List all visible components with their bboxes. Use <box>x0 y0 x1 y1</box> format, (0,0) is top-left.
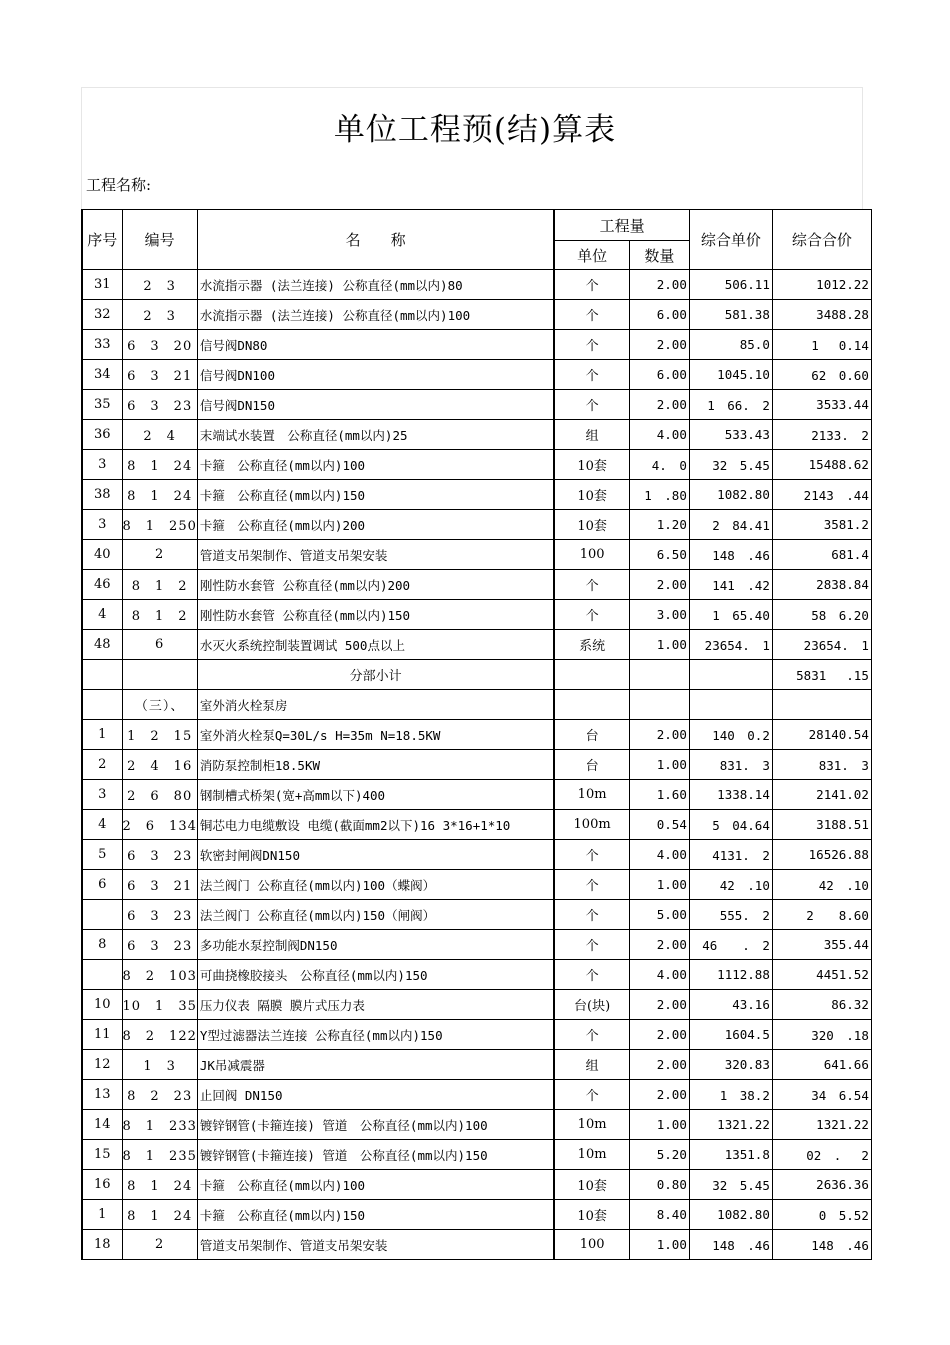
row-unit-price: 1082.80 <box>689 480 772 510</box>
row-total-price: 2141.02 <box>772 780 871 810</box>
row-code: 8 1 24 <box>122 1170 197 1200</box>
header-seq: 序号 <box>82 210 122 270</box>
page-title: 单位工程预(结)算表 <box>333 112 617 148</box>
row-unit: 个 <box>554 300 629 330</box>
row-unit: 个 <box>554 960 629 990</box>
row-unit-price: 1112.88 <box>689 960 772 990</box>
table-row <box>82 270 871 300</box>
row-seq: 34 <box>82 360 122 390</box>
header-quantity-group: 工程量 <box>554 210 689 241</box>
row-unit: 10m <box>554 1110 629 1140</box>
row-total-price: 831. 3 <box>772 750 871 780</box>
row-total-price: 34 6.54 <box>772 1080 871 1110</box>
row-qty: 1.00 <box>629 1110 689 1140</box>
row-total-price: 0 5.52 <box>772 1200 871 1230</box>
row-code: 2 6 80 <box>122 780 197 810</box>
row-seq: 5 <box>82 840 122 870</box>
table-row <box>82 390 871 420</box>
row-name: 室外消火栓泵Q=30L/s H=35m N=18.5KW <box>197 720 554 750</box>
row-name: 水灭火系统控制装置调试 500点以上 <box>197 630 554 660</box>
row-seq: 13 <box>82 1080 122 1110</box>
row-unit-price: 2 84.41 <box>689 510 772 540</box>
row-unit-price: 1351.8 <box>689 1140 772 1170</box>
row-unit-price: 1604.5 <box>689 1020 772 1050</box>
row-unit: 台 <box>554 720 629 750</box>
subtotal-row <box>82 660 871 690</box>
row-unit: 组 <box>554 420 629 450</box>
row-total-price: 641.66 <box>772 1050 871 1080</box>
row-total-price: 2143 .44 <box>772 480 871 510</box>
row-code: 8 2 122 <box>122 1020 197 1050</box>
budget-table <box>81 209 872 1260</box>
row-unit-price: 23654. 1 <box>689 630 772 660</box>
row-unit: 个 <box>554 1080 629 1110</box>
table-row <box>82 930 871 960</box>
row-name: 管道支吊架制作、管道支吊架安装 <box>197 1230 554 1260</box>
table-row <box>82 840 871 870</box>
row-code: 6 <box>122 630 197 660</box>
row-name: 镀锌钢管(卡箍连接) 管道 公称直径(mm以内)150 <box>197 1140 554 1170</box>
row-qty: 1.20 <box>629 510 689 540</box>
section-code: （三）、 <box>122 690 197 720</box>
project-name-label: 工程名称: <box>86 176 152 194</box>
row-name: JK吊减震器 <box>197 1050 554 1080</box>
table-row <box>82 450 871 480</box>
row-total-price: 15488.62 <box>772 450 871 480</box>
row-total-price: 3533.44 <box>772 390 871 420</box>
row-total-price: 58 6.20 <box>772 600 871 630</box>
row-seq: 32 <box>82 300 122 330</box>
row-qty: 2.00 <box>629 570 689 600</box>
subtotal-label: 分部小计 <box>197 660 554 690</box>
row-unit-price: 1321.22 <box>689 1110 772 1140</box>
row-unit: 台 <box>554 750 629 780</box>
row-total-price: 2838.84 <box>772 570 871 600</box>
row-total-price: 2133. 2 <box>772 420 871 450</box>
row-seq: 36 <box>82 420 122 450</box>
row-unit: 个 <box>554 330 629 360</box>
row-qty: 8.40 <box>629 1200 689 1230</box>
row-total-price: 681.4 <box>772 540 871 570</box>
table-row <box>82 330 871 360</box>
table-row <box>82 540 871 570</box>
row-qty: 1.60 <box>629 780 689 810</box>
row-qty: 5.20 <box>629 1140 689 1170</box>
row-seq: 38 <box>82 480 122 510</box>
header-unit-price: 综合单价 <box>689 210 772 270</box>
row-unit: 100m <box>554 810 629 840</box>
row-name: 信号阀DN150 <box>197 390 554 420</box>
table-row <box>82 780 871 810</box>
row-unit: 10套 <box>554 1200 629 1230</box>
table-row <box>82 1110 871 1140</box>
row-unit: 个 <box>554 900 629 930</box>
row-total-price: 28140.54 <box>772 720 871 750</box>
row-total-price: 02 . 2 <box>772 1140 871 1170</box>
row-code: 8 1 233 <box>122 1110 197 1140</box>
row-seq: 48 <box>82 630 122 660</box>
row-qty: 2.00 <box>629 990 689 1020</box>
row-qty: 4.00 <box>629 420 689 450</box>
row-qty: 1.00 <box>629 750 689 780</box>
row-unit: 个 <box>554 390 629 420</box>
header-name: 名 称 <box>197 210 554 270</box>
row-qty: 1.00 <box>629 1230 689 1260</box>
row-qty: 1.00 <box>629 870 689 900</box>
table-row <box>82 420 871 450</box>
row-seq: 15 <box>82 1140 122 1170</box>
header-code: 编号 <box>122 210 197 270</box>
row-total-price: 16526.88 <box>772 840 871 870</box>
row-unit: 个 <box>554 870 629 900</box>
row-seq: 14 <box>82 1110 122 1140</box>
row-total-price: 62 0.60 <box>772 360 871 390</box>
row-unit-price: 5 04.64 <box>689 810 772 840</box>
row-name: 水流指示器 (法兰连接) 公称直径(mm以内)80 <box>197 270 554 300</box>
subtotal-section <box>82 660 871 720</box>
row-code: 8 1 235 <box>122 1140 197 1170</box>
row-seq: 3 <box>82 450 122 480</box>
row-name: 法兰阀门 公称直径(mm以内)100（蝶阀） <box>197 870 554 900</box>
row-seq: 31 <box>82 270 122 300</box>
row-seq: 11 <box>82 1020 122 1050</box>
row-code: 1 2 15 <box>122 720 197 750</box>
row-code: 8 1 24 <box>122 1200 197 1230</box>
table-row <box>82 360 871 390</box>
table-row <box>82 510 871 540</box>
row-qty: 1 .80 <box>629 480 689 510</box>
row-seq: 3 <box>82 780 122 810</box>
row-name: 法兰阀门 公称直径(mm以内)150（闸阀） <box>197 900 554 930</box>
row-code: 8 1 250 <box>122 510 197 540</box>
row-unit: 个 <box>554 1020 629 1050</box>
row-unit: 10套 <box>554 510 629 540</box>
row-unit: 个 <box>554 930 629 960</box>
row-code: 2 4 <box>122 420 197 450</box>
row-unit-price: 141 .42 <box>689 570 772 600</box>
row-unit-price: 533.43 <box>689 420 772 450</box>
row-qty: 2.00 <box>629 1080 689 1110</box>
row-unit: 系统 <box>554 630 629 660</box>
row-unit-price: 1 66. 2 <box>689 390 772 420</box>
row-code: 8 1 24 <box>122 450 197 480</box>
row-qty: 2.00 <box>629 720 689 750</box>
row-unit-price: 148 .46 <box>689 540 772 570</box>
row-code: 1 3 <box>122 1050 197 1080</box>
row-unit-price: 1082.80 <box>689 1200 772 1230</box>
row-name: 卡箍 公称直径(mm以内)100 <box>197 450 554 480</box>
row-seq: 18 <box>82 1230 122 1260</box>
row-unit: 10m <box>554 780 629 810</box>
row-total-price: 2636.36 <box>772 1170 871 1200</box>
row-unit-price: 506.11 <box>689 270 772 300</box>
header-qty: 数量 <box>629 241 689 270</box>
row-qty: 5.00 <box>629 900 689 930</box>
row-total-price: 1012.22 <box>772 270 871 300</box>
table-body-part1 <box>82 270 871 660</box>
row-unit-price: 140 0.2 <box>689 720 772 750</box>
row-seq: 35 <box>82 390 122 420</box>
table-row <box>82 750 871 780</box>
row-total-price: 23654. 1 <box>772 630 871 660</box>
row-total-price: 3581.2 <box>772 510 871 540</box>
row-code: 8 2 103 <box>122 960 197 990</box>
row-qty: 2.00 <box>629 330 689 360</box>
table-body-part2 <box>82 720 871 1260</box>
row-qty: 2.00 <box>629 390 689 420</box>
row-name: 刚性防水套管 公称直径(mm以内)200 <box>197 570 554 600</box>
row-qty: 2.00 <box>629 1050 689 1080</box>
row-code: 6 3 23 <box>122 840 197 870</box>
table-row <box>82 960 871 990</box>
row-seq: 40 <box>82 540 122 570</box>
row-name: Y型过滤器法兰连接 公称直径(mm以内)150 <box>197 1020 554 1050</box>
row-unit: 个 <box>554 270 629 300</box>
row-unit: 个 <box>554 840 629 870</box>
row-unit-price: 85.0 <box>689 330 772 360</box>
row-seq: 3 <box>82 510 122 540</box>
row-seq: 1 <box>82 1200 122 1230</box>
table-row <box>82 870 871 900</box>
row-code: 8 1 2 <box>122 570 197 600</box>
row-qty: 6.00 <box>629 360 689 390</box>
row-code: 8 1 2 <box>122 600 197 630</box>
section-heading-row <box>82 690 871 720</box>
row-total-price: 355.44 <box>772 930 871 960</box>
row-total-price: 42 .10 <box>772 870 871 900</box>
row-qty: 1.00 <box>629 630 689 660</box>
row-seq: 4 <box>82 810 122 840</box>
row-seq: 8 <box>82 930 122 960</box>
row-unit: 个 <box>554 600 629 630</box>
row-name: 刚性防水套管 公称直径(mm以内)150 <box>197 600 554 630</box>
row-qty: 4. 0 <box>629 450 689 480</box>
header-total-price: 综合合价 <box>772 210 871 270</box>
row-seq: 46 <box>82 570 122 600</box>
row-seq <box>82 960 122 990</box>
table-row <box>82 480 871 510</box>
row-unit: 个 <box>554 360 629 390</box>
row-seq: 33 <box>82 330 122 360</box>
row-seq: 12 <box>82 1050 122 1080</box>
row-unit-price: 148 .46 <box>689 1230 772 1260</box>
row-unit-price: 581.38 <box>689 300 772 330</box>
table-row <box>82 1170 871 1200</box>
table-row <box>82 1050 871 1080</box>
row-code: 2 <box>122 540 197 570</box>
header-unit: 单位 <box>554 241 629 270</box>
table-row <box>82 900 871 930</box>
row-code: 6 3 21 <box>122 360 197 390</box>
row-unit: 个 <box>554 570 629 600</box>
row-total-price: 86.32 <box>772 990 871 1020</box>
table-row <box>82 600 871 630</box>
row-total-price: 3488.28 <box>772 300 871 330</box>
row-code: 2 4 16 <box>122 750 197 780</box>
row-name: 软密封闸阀DN150 <box>197 840 554 870</box>
row-seq: 4 <box>82 600 122 630</box>
row-code: 2 3 <box>122 270 197 300</box>
row-code: 6 3 20 <box>122 330 197 360</box>
row-unit-price: 32 5.45 <box>689 450 772 480</box>
row-seq: 16 <box>82 1170 122 1200</box>
row-unit-price: 43.16 <box>689 990 772 1020</box>
row-unit-price: 46 . 2 <box>689 930 772 960</box>
row-name: 卡箍 公称直径(mm以内)150 <box>197 480 554 510</box>
row-seq: 2 <box>82 750 122 780</box>
row-qty: 4.00 <box>629 840 689 870</box>
row-qty: 6.00 <box>629 300 689 330</box>
row-seq: 6 <box>82 870 122 900</box>
row-name: 多功能水泵控制阀DN150 <box>197 930 554 960</box>
row-unit-price: 320.83 <box>689 1050 772 1080</box>
row-qty: 6.50 <box>629 540 689 570</box>
table-row <box>82 810 871 840</box>
row-unit-price: 32 5.45 <box>689 1170 772 1200</box>
row-unit: 10套 <box>554 480 629 510</box>
row-total-price: 1321.22 <box>772 1110 871 1140</box>
row-name: 止回阀 DN150 <box>197 1080 554 1110</box>
row-unit: 台(块) <box>554 990 629 1020</box>
row-name: 水流指示器 (法兰连接) 公称直径(mm以内)100 <box>197 300 554 330</box>
row-total-price: 320 .18 <box>772 1020 871 1050</box>
table-row <box>82 1020 871 1050</box>
row-code: 2 6 134 <box>122 810 197 840</box>
row-seq <box>82 900 122 930</box>
row-code: 2 <box>122 1230 197 1260</box>
row-total-price: 1 0.14 <box>772 330 871 360</box>
row-total-price: 148 .46 <box>772 1230 871 1260</box>
row-unit-price: 1 65.40 <box>689 600 772 630</box>
row-name: 钢制槽式桥架(宽+高mm以下)400 <box>197 780 554 810</box>
row-name: 可曲挠橡胶接头 公称直径(mm以内)150 <box>197 960 554 990</box>
row-name: 铜芯电力电缆敷设 电缆(截面mm2以下)16 3*16+1*10 <box>197 810 554 840</box>
row-code: 8 2 23 <box>122 1080 197 1110</box>
row-name: 信号阀DN80 <box>197 330 554 360</box>
row-qty: 2.00 <box>629 1020 689 1050</box>
table-row <box>82 720 871 750</box>
row-unit: 10套 <box>554 1170 629 1200</box>
row-seq: 10 <box>82 990 122 1020</box>
row-code: 8 1 24 <box>122 480 197 510</box>
row-qty: 4.00 <box>629 960 689 990</box>
subtotal-total: 5831 .15 <box>772 660 871 690</box>
row-unit: 100 <box>554 540 629 570</box>
table-row <box>82 1080 871 1110</box>
table-row <box>82 1140 871 1170</box>
row-name: 末端试水装置 公称直径(mm以内)25 <box>197 420 554 450</box>
row-name: 卡箍 公称直径(mm以内)100 <box>197 1170 554 1200</box>
section-name: 室外消火栓泵房 <box>197 690 554 720</box>
row-name: 卡箍 公称直径(mm以内)150 <box>197 1200 554 1230</box>
row-unit-price: 42 .10 <box>689 870 772 900</box>
row-unit-price: 831. 3 <box>689 750 772 780</box>
table-row <box>82 570 871 600</box>
row-unit-price: 4131. 2 <box>689 840 772 870</box>
row-qty: 2.00 <box>629 270 689 300</box>
row-code: 10 1 35 <box>122 990 197 1020</box>
row-qty: 3.00 <box>629 600 689 630</box>
row-code: 2 3 <box>122 300 197 330</box>
row-name: 卡箍 公称直径(mm以内)200 <box>197 510 554 540</box>
row-qty: 0.80 <box>629 1170 689 1200</box>
table-row <box>82 1230 871 1260</box>
row-qty: 0.54 <box>629 810 689 840</box>
row-name: 消防泵控制柜18.5KW <box>197 750 554 780</box>
row-code: 6 3 23 <box>122 390 197 420</box>
row-total-price: 4451.52 <box>772 960 871 990</box>
row-qty: 2.00 <box>629 930 689 960</box>
row-code: 6 3 21 <box>122 870 197 900</box>
row-unit-price: 555. 2 <box>689 900 772 930</box>
row-seq: 1 <box>82 720 122 750</box>
row-unit: 100 <box>554 1230 629 1260</box>
row-unit: 组 <box>554 1050 629 1080</box>
table-row <box>82 990 871 1020</box>
row-name: 管道支吊架制作、管道支吊架安装 <box>197 540 554 570</box>
table-row <box>82 1200 871 1230</box>
row-name: 压力仪表 隔膜 膜片式压力表 <box>197 990 554 1020</box>
row-total-price: 3188.51 <box>772 810 871 840</box>
row-code: 6 3 23 <box>122 900 197 930</box>
row-name: 镀锌钢管(卡箍连接) 管道 公称直径(mm以内)100 <box>197 1110 554 1140</box>
row-unit: 10套 <box>554 450 629 480</box>
row-unit-price: 1045.10 <box>689 360 772 390</box>
row-name: 信号阀DN100 <box>197 360 554 390</box>
row-unit: 10m <box>554 1140 629 1170</box>
row-unit-price: 1 38.2 <box>689 1080 772 1110</box>
table-row <box>82 300 871 330</box>
table-row <box>82 630 871 660</box>
row-unit-price: 1338.14 <box>689 780 772 810</box>
row-code: 6 3 23 <box>122 930 197 960</box>
row-total-price: 2 8.60 <box>772 900 871 930</box>
